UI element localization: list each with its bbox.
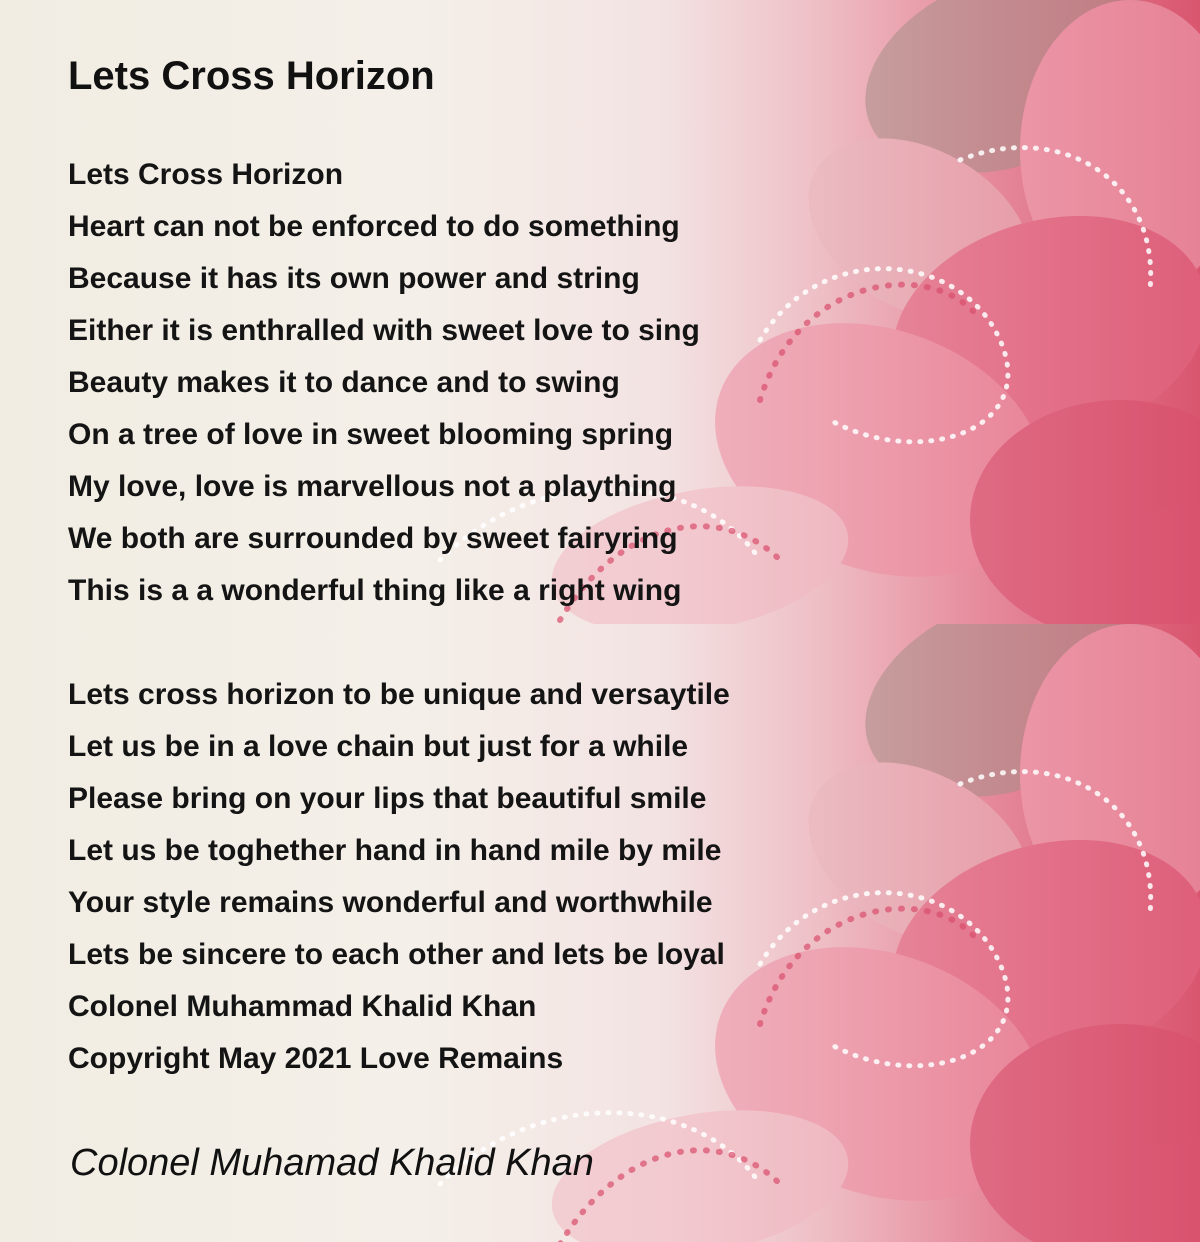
poem-line: Lets cross horizon to be unique and versaytile [68,678,730,711]
poem-line: We both are surrounded by sweet fairyring [68,522,678,555]
poem-line: This is a a wonderful thing like a right wing [68,574,682,607]
poem-line: Heart can not be enforced to do something [68,210,680,243]
stanza-1 [68,155,700,623]
poem-line: Beauty makes it to dance and to swing [68,366,620,399]
poem-line: Let us be in a love chain but just for a while [68,730,689,763]
poem-line: Colonel Muhammad Khalid Khan [68,990,537,1023]
poem-line: Because it has its own power and string [68,262,640,295]
poem-line: Either it is enthralled with sweet love to sing [68,314,700,347]
poem-title: Lets Cross Horizon [68,54,435,98]
poem-line: Your style remains wonderful and worthwhile [68,886,713,919]
stanza-2 [68,675,730,1091]
poem-line: Please bring on your lips that beautiful smile [68,782,707,815]
poem-line: Copyright May 2021 Love Remains [68,1042,564,1075]
author-signature: Colonel Muhamad Khalid Khan [70,1142,594,1184]
poem-line: My love, love is marvellous not a plaything [68,470,677,503]
poem-line: Lets Cross Horizon [68,158,344,191]
poem-line: On a tree of love in sweet blooming spring [68,418,674,451]
poem-line: Lets be sincere to each other and lets be loyal [68,938,725,971]
poem-line: Let us be toghether hand in hand mile by mile [68,834,722,867]
